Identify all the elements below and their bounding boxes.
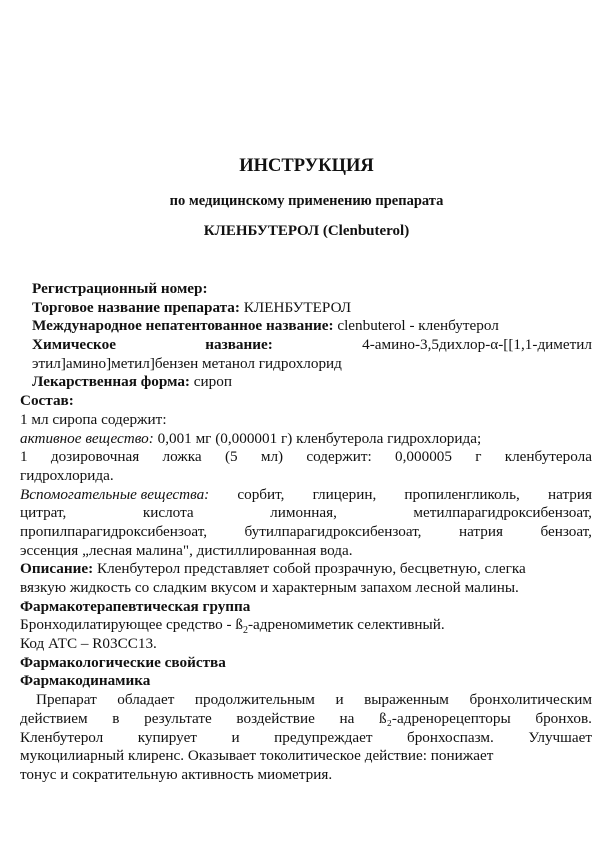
drug-name-heading: КЛЕНБУТЕРОЛ (Clenbuterol) [203,223,410,239]
pharmacodynamics-word: купирует [137,728,197,746]
inn-label: Международное непатентованное название: [32,317,334,335]
pharmacodynamics-word: бронхолитическим [469,691,592,709]
pharmacodynamics-word: на [339,709,355,727]
pharmacotherapeutic-heading: Фармакотерапевтическая группа [20,597,251,615]
description-line-2: вязкую жидкость со сладким вкусом и характерным запахом лесной малины. [20,579,519,596]
dosage-form-label: Лекарственная форма: [32,373,190,391]
atc-code: Код АТС – R03СС13. [20,635,157,653]
chemical-name-value-2: этил]амино]метил]бензен метанол гидрохлорид [32,354,342,372]
excipients-line-4: эссенция „лесная малина", дистиллированная вода. [20,541,353,559]
pharmacodynamics-word: бронхов. [535,709,592,727]
pharmacodynamics-word: в [112,709,120,727]
excipient-word: метилпарагидроксибензоат, [413,504,592,522]
document-body [20,280,592,785]
description-label: Описание: [20,560,94,578]
pharmacodynamics-word: действием [20,709,88,727]
excipient-word: лимонная, [270,504,337,522]
excipient-word: пропилпарагидроксибензоат, [20,522,208,540]
pharmacodynamics-word: Улучшает [528,728,592,746]
pharmacotherapeutic-subscript: 2 [242,625,248,636]
excipient-word: бензоат, [540,522,592,540]
excipients-line-1 [20,486,592,505]
excipients-label: Вспомогательные вещества: [20,485,210,503]
excipient-word: бутилпарагидроксибензоат, [244,522,422,540]
excipient-word: натрия [458,522,503,540]
pharmacodynamics-word: результате [144,709,212,727]
document-title: ИНСТРУКЦИЯ [239,156,374,176]
pharmacological-properties-heading: Фармакологические свойства [20,653,226,671]
trade-name-line [20,299,592,318]
pharmacodynamics-line-2 [20,710,592,729]
pharmacodynamics-line-4: мукоцилиарный клиренс. Оказывает токолитическое действие: понижает [20,747,494,765]
pharmacodynamics-word: ß₂-адренорецепторы [379,709,511,727]
spoon-word: ложка [162,448,202,466]
chemical-name-label-2: название: [205,336,273,354]
excipients-line-3 [20,523,592,542]
pharmacodynamics-word: продолжительным [194,691,315,709]
pharmacodynamics-word: Препарат [36,691,97,709]
pharmacodynamics-word: предупреждает [274,728,373,746]
spoon-word: мл) [260,448,284,466]
spoon-line [20,448,592,467]
registration-number-label: Регистрационный номер: [32,280,208,297]
chemical-name-label-1: Химическое [32,336,116,354]
spoon-word: 1 [20,448,28,466]
excipient-word: натрия [547,485,592,503]
chemical-name-value-1: 4-амино-3,5дихлор-α-[[1,1-диметил [362,336,592,354]
active-substance-line [20,430,592,449]
pharmacodynamics-word: и [231,728,240,746]
chemical-name-line [20,336,592,355]
inn-value: clenbuterol - кленбутерол [337,317,499,335]
pharmacodynamics-word: Кленбутерол [20,728,104,746]
spoon-word: кленбутерола [504,448,592,466]
excipients-line-2 [20,504,592,523]
excipient-word: цитрат, [20,504,67,522]
pharmacotherapeutic-line [20,616,592,635]
pharmacodynamics-word: бронхоспазм. [406,728,494,746]
spoon-word: г [475,448,482,466]
pharmacodynamics-line-5: тонус и сократительную активность миометрия. [20,765,333,783]
description-line-1 [20,560,592,579]
spoon-word: (5 [224,448,238,466]
excipient-word: сорбит, [237,485,285,503]
pharmacodynamics-heading: Фармакодинамика [20,672,151,690]
pharmacodynamics-word: и [335,691,344,709]
inn-line [20,317,592,336]
dosage-form-value: сироп [193,373,232,391]
pharmacodynamics-word: обладает [117,691,175,709]
composition-per-ml: 1 мл сиропа содержит: [20,410,167,428]
pharmacotherapeutic-text-pre: Бронходилатирующее средство - ß [20,616,243,634]
excipient-word: пропиленгликоль, [404,485,520,503]
document-subtitle: по медицинскому применению препарата [169,193,444,209]
active-substance-label: активное вещество: [20,429,154,447]
trade-name-label: Торговое название препарата: [32,298,240,316]
trade-name-value: КЛЕНБУТЕРОЛ [243,298,352,316]
excipient-word: кислота [142,504,194,522]
pharmacotherapeutic-text-post: -адреномиметик селективный. [247,616,445,634]
pharmacodynamics-word: воздействие [236,709,315,727]
pharmacodynamics-line-1 [20,691,592,710]
description-text-1: Кленбутерол представляет собой прозрачную, бесцветную, слегка [96,560,526,578]
pharmacodynamics-word: выраженным [364,691,449,709]
pharmacodynamics-line-3 [20,729,592,748]
composition-heading: Состав: [20,392,74,410]
excipient-word: глицерин, [312,485,377,503]
active-substance-value: 0,001 мг (0,000001 г) кленбутерола гидрохлорида; [157,429,482,447]
spoon-word: содержит: [306,448,372,466]
dosage-form-line [20,373,592,392]
spoon-word: 0,000005 [395,448,452,466]
spoon-line-2: гидрохлорида. [20,466,114,484]
spoon-word: дозировочная [50,448,140,466]
